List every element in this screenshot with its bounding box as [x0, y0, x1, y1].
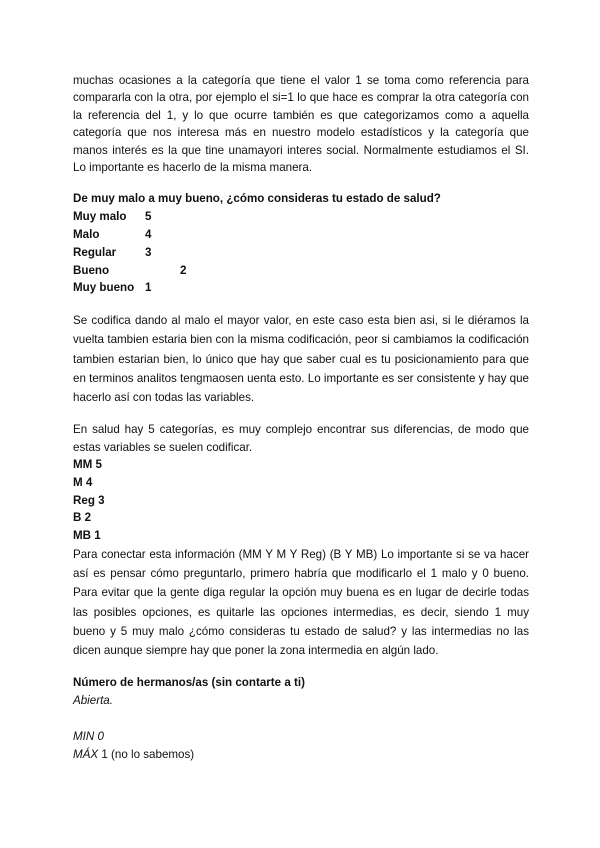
scale-row-bueno — [73, 262, 529, 280]
scale-value: 5 — [145, 210, 152, 224]
scale-label: Regular — [73, 245, 117, 259]
min-label: MIN 0 — [73, 729, 104, 743]
short-codes-list — [73, 456, 529, 545]
scale-row-regular — [73, 244, 529, 262]
intro-paragraph: muchas ocasiones a la categoría que tiene el valor 1 se toma como referencia para compararla con la otra, por ejemplo el si=1 lo que hace es comprar la otra categoría con la referencia del 1, y lo que ocurre también es que categorizamos como a aquella categoría que nos interesa más en nuestro modelo estadísticos y la categoría que manos interés es la que tine unamayori interes social. Normalmente estudiamos el SI. Lo importante es hacerlo de la misma manera. — [73, 74, 529, 175]
document-page — [73, 72, 529, 763]
scale-value: 1 — [145, 281, 152, 295]
scale-row-muy-malo — [73, 208, 529, 226]
siblings-question: Número de hermanos/as (sin contarte a ti) — [73, 676, 305, 690]
scale-label: Bueno — [73, 263, 110, 277]
scale-label: Muy malo — [73, 210, 127, 224]
scale-label: Muy bueno — [73, 281, 135, 295]
siblings-type: Abierta. — [73, 694, 113, 708]
health-scale-list — [73, 208, 529, 297]
max-line — [73, 746, 529, 764]
code-mb: MB 1 — [73, 529, 101, 543]
scale-label: Malo — [73, 228, 100, 242]
max-label: MÁX — [73, 747, 99, 761]
code-mm: MM 5 — [73, 458, 102, 472]
connect-paragraph: Para conectar esta información (MM Y M Y Reg) (B Y MB) Lo importante si se va hacer así es pensar cómo preguntarlo, primero habría que modificarlo el 1 malo y 0 bueno. Para evitar que la gente diga regular la opción muy buena es en lugar de decirle todas las posibles opciones, es quitarle las opciones intermedias, es decir, siendo 1 muy bueno y 5 muy malo ¿cómo consideras tu estado de salud? y las intermedias no las dicen aunque siempre hay que poner la zona intermedia en algún lado. — [73, 548, 529, 658]
scale-row-muy-bueno — [73, 279, 529, 297]
scale-value: 2 — [180, 263, 187, 277]
scale-value: 4 — [145, 228, 152, 242]
salud-paragraph: En salud hay 5 categorías, es muy complejo encontrar sus diferencias, de modo que estas variables se suelen codificar. — [73, 423, 529, 454]
code-m: M 4 — [73, 475, 93, 489]
code-reg: Reg 3 — [73, 493, 105, 507]
max-value: 1 (no lo sabemos) — [101, 747, 195, 761]
scale-value: 3 — [145, 245, 152, 259]
coding-paragraph: Se codifica dando al malo el mayor valor, en este caso esta bien asi, si le diéramos la vuelta tambien estaria bien con la misma codificación, peor si cambiamos la codificación tambien estarian bien, lo único que hay que saber cual es tu posicionamiento para que en terminos analitos tengmaosen uenta esto. Lo importante es ser consistente y hay que hacerlo así con todas las variables. — [73, 314, 529, 405]
code-b: B 2 — [73, 511, 92, 525]
scale-row-malo — [73, 226, 529, 244]
health-question: De muy malo a muy bueno, ¿cómo consideras tu estado de salud? — [73, 192, 441, 206]
